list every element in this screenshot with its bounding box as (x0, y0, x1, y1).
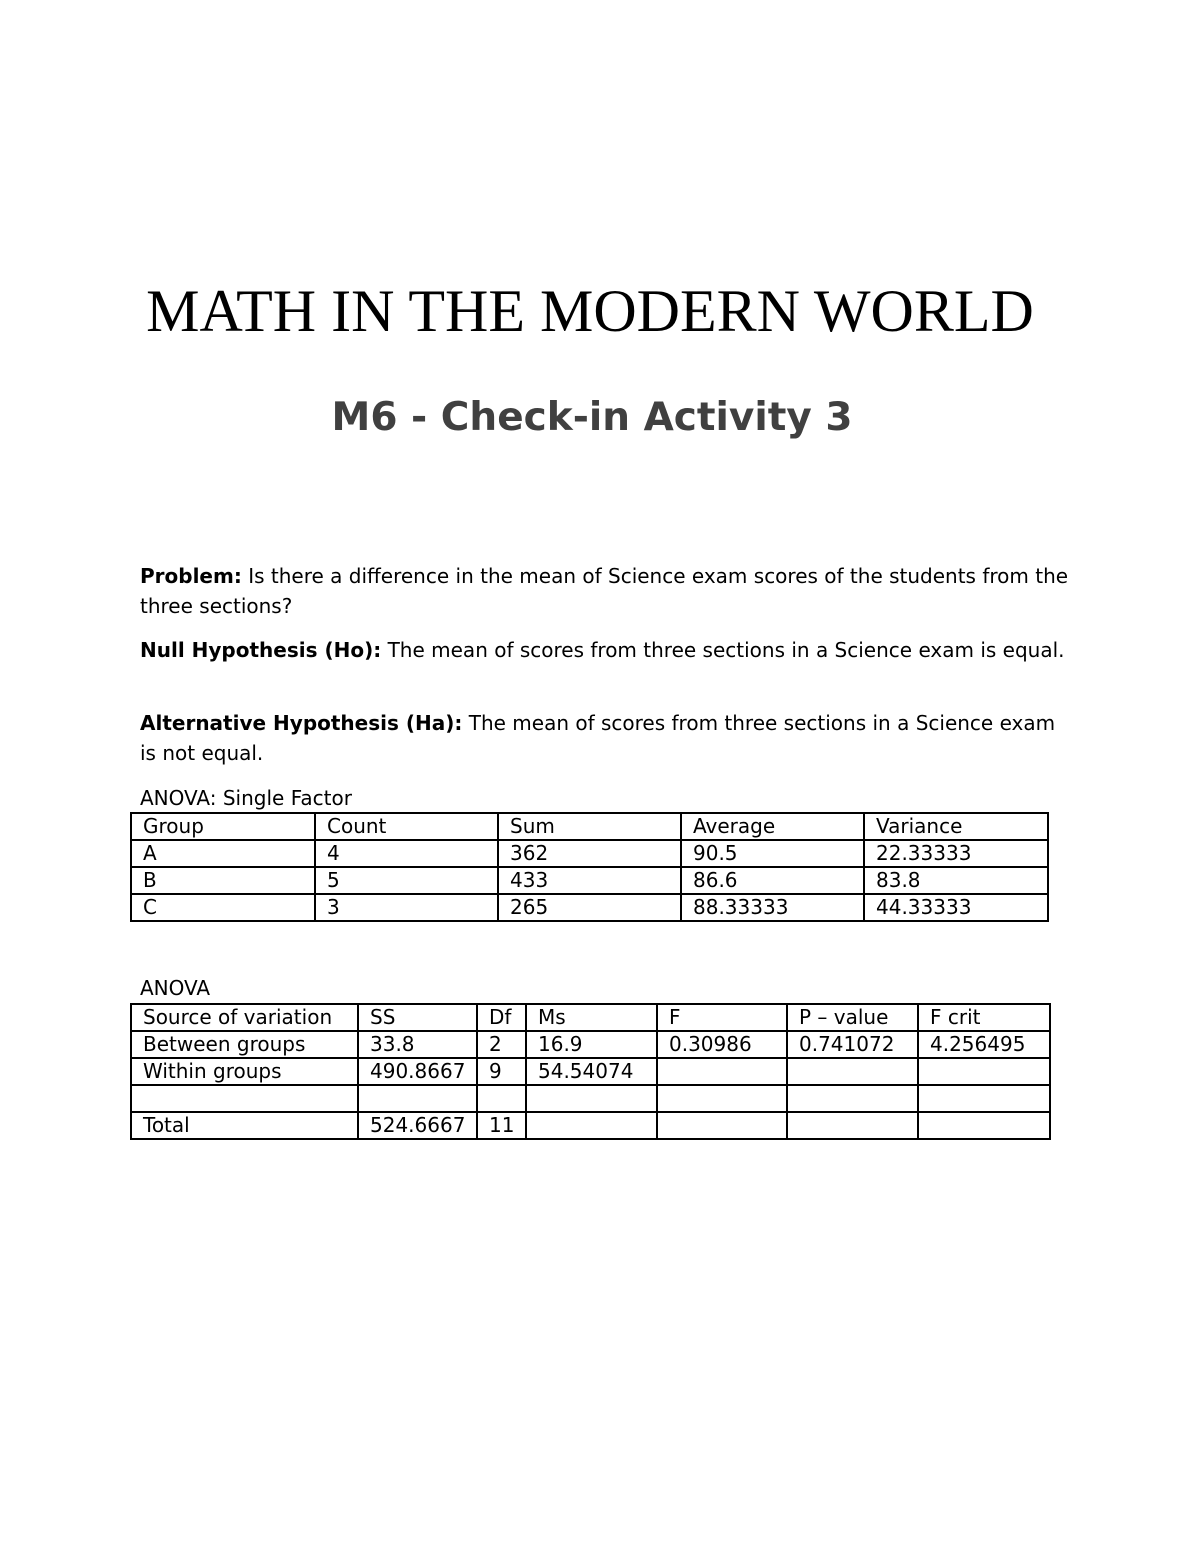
null-hypothesis-paragraph (140, 635, 1070, 665)
table-header-cell: Sum (498, 813, 681, 840)
table-cell: 88.33333 (681, 894, 864, 921)
table-cell: 33.8 (358, 1031, 477, 1058)
problem-text: Is there a difference in the mean of Science exam scores of the students from the three sections? (140, 564, 1069, 618)
table-cell (358, 1085, 477, 1112)
table-cell: B (131, 867, 315, 894)
table-cell: 16.9 (526, 1031, 657, 1058)
table-header-cell: Group (131, 813, 315, 840)
table-row (131, 894, 1048, 921)
table-cell: 265 (498, 894, 681, 921)
table-cell (787, 1112, 918, 1139)
table-header-cell: Source of variation (131, 1004, 358, 1031)
table-cell: 86.6 (681, 867, 864, 894)
table-cell (526, 1085, 657, 1112)
table-cell: 490.8667 (358, 1058, 477, 1085)
table-cell: 22.33333 (864, 840, 1048, 867)
table-cell (918, 1058, 1050, 1085)
alternative-hypothesis-label: Alternative Hypothesis (Ha): (140, 711, 463, 735)
table-header-cell: Df (477, 1004, 526, 1031)
table-cell: 362 (498, 840, 681, 867)
table-header-cell: Count (315, 813, 498, 840)
table-cell (657, 1112, 787, 1139)
table-cell: 83.8 (864, 867, 1048, 894)
anova-table-caption: ANOVA (140, 976, 211, 1000)
table-cell: 3 (315, 894, 498, 921)
table-cell (657, 1058, 787, 1085)
table-cell: 90.5 (681, 840, 864, 867)
table-row (131, 867, 1048, 894)
table-cell: C (131, 894, 315, 921)
table-cell: 9 (477, 1058, 526, 1085)
table-cell (918, 1085, 1050, 1112)
table-cell: Total (131, 1112, 358, 1139)
table-cell (787, 1058, 918, 1085)
table-cell: 2 (477, 1031, 526, 1058)
table-header-cell: Average (681, 813, 864, 840)
null-hypothesis-label: Null Hypothesis (Ho): (140, 638, 382, 662)
table-cell (657, 1085, 787, 1112)
table-cell: 5 (315, 867, 498, 894)
table-header-cell: F crit (918, 1004, 1050, 1031)
table-row (131, 1112, 1050, 1139)
table-cell (918, 1112, 1050, 1139)
table-header-cell: SS (358, 1004, 477, 1031)
problem-paragraph (140, 561, 1070, 621)
table-cell (477, 1085, 526, 1112)
table-header-row (131, 1004, 1050, 1031)
table-cell: 4 (315, 840, 498, 867)
problem-label: Problem: (140, 564, 242, 588)
table-header-cell: Ms (526, 1004, 657, 1031)
table-cell (526, 1112, 657, 1139)
document-title: MATH IN THE MODERN WORLD (146, 278, 1034, 344)
alternative-hypothesis-paragraph (140, 708, 1070, 768)
table-row (131, 840, 1048, 867)
table-cell: Within groups (131, 1058, 358, 1085)
anova-table (130, 1003, 1051, 1140)
table-cell: 0.741072 (787, 1031, 918, 1058)
table-cell: 433 (498, 867, 681, 894)
summary-table (130, 812, 1049, 922)
table-header-cell: Variance (864, 813, 1048, 840)
table-cell: 4.256495 (918, 1031, 1050, 1058)
table-cell: 54.54074 (526, 1058, 657, 1085)
table-cell: 44.33333 (864, 894, 1048, 921)
table-cell (131, 1085, 358, 1112)
table-row (131, 1058, 1050, 1085)
summary-table-caption: ANOVA: Single Factor (140, 786, 352, 810)
table-cell: 0.30986 (657, 1031, 787, 1058)
null-hypothesis-text: The mean of scores from three sections in a Science exam is equal. (381, 638, 1065, 662)
table-cell: 11 (477, 1112, 526, 1139)
table-header-cell: F (657, 1004, 787, 1031)
table-cell (787, 1085, 918, 1112)
table-cell: Between groups (131, 1031, 358, 1058)
alternative-hypothesis-text: The mean of scores from three sections in a Science exam is not equal. (140, 711, 1056, 765)
table-header-cell: P – value (787, 1004, 918, 1031)
table-row (131, 1031, 1050, 1058)
table-cell: 524.6667 (358, 1112, 477, 1139)
table-cell: A (131, 840, 315, 867)
table-header-row (131, 813, 1048, 840)
document-subtitle: M6 - Check-in Activity 3 (331, 395, 853, 440)
table-row (131, 1085, 1050, 1112)
